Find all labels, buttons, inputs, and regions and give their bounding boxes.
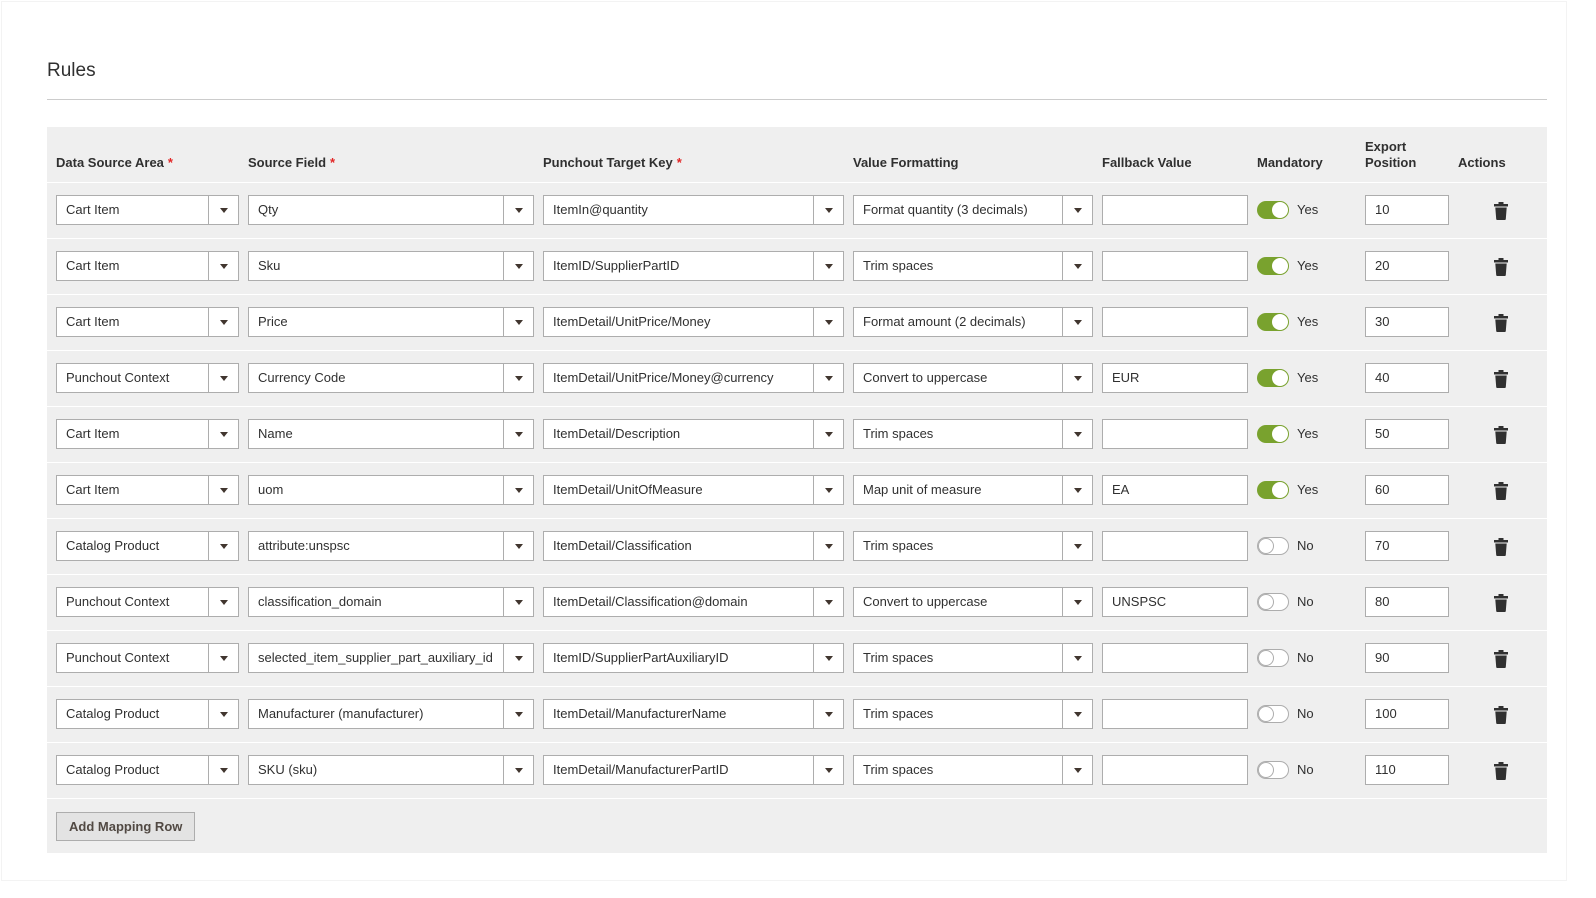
- value-formatting-value: Trim spaces: [863, 258, 934, 273]
- punchout-target-key-value: ItemDetail/Classification: [553, 538, 692, 553]
- table-row: [47, 239, 1547, 295]
- data-source-area-value: Punchout Context: [66, 650, 170, 665]
- mandatory-toggle-label: No: [1297, 706, 1314, 721]
- chevron-down-icon[interactable]: [208, 420, 238, 448]
- chevron-down-icon[interactable]: [813, 588, 843, 616]
- value-formatting-value: Trim spaces: [863, 650, 934, 665]
- chevron-down-icon[interactable]: [503, 700, 533, 728]
- rules-grid: [47, 127, 1547, 853]
- trash-icon[interactable]: [1494, 482, 1508, 500]
- data-source-area-value: Catalog Product: [66, 538, 160, 553]
- chevron-down-icon[interactable]: [813, 476, 843, 504]
- source-field-value: Sku: [258, 258, 281, 273]
- punchout-target-key-select[interactable]: [543, 475, 844, 505]
- chevron-down-icon[interactable]: [503, 476, 533, 504]
- trash-icon[interactable]: [1494, 314, 1508, 332]
- mandatory-toggle[interactable]: [1257, 257, 1289, 275]
- source-field-select[interactable]: [248, 755, 534, 785]
- header-value-formatting: Value Formatting: [853, 155, 959, 170]
- source-field-value: selected_item_supplier_part_auxiliary_id: [258, 650, 493, 665]
- chevron-down-icon[interactable]: [813, 532, 843, 560]
- data-source-area-value: Catalog Product: [66, 762, 160, 777]
- mandatory-toggle[interactable]: [1257, 537, 1289, 555]
- source-field-value: Currency Code: [258, 370, 346, 385]
- fallback-value-input[interactable]: EUR: [1102, 363, 1248, 393]
- chevron-down-icon[interactable]: [503, 196, 533, 224]
- export-position-input[interactable]: 20: [1365, 251, 1449, 281]
- mandatory-toggle-label: Yes: [1297, 426, 1319, 441]
- chevron-down-icon[interactable]: [1062, 644, 1092, 672]
- grid-header: [47, 127, 1547, 183]
- header-fallback-value: Fallback Value: [1102, 155, 1192, 170]
- fallback-value-input[interactable]: [1102, 195, 1248, 225]
- export-position-input[interactable]: 80: [1365, 587, 1449, 617]
- chevron-down-icon[interactable]: [208, 364, 238, 392]
- table-row: [47, 519, 1547, 575]
- header-export-position: Export Position: [1365, 139, 1417, 170]
- toggle-knob: [1272, 258, 1288, 274]
- chevron-down-icon[interactable]: [1062, 364, 1092, 392]
- export-position-input[interactable]: 100: [1365, 699, 1449, 729]
- punchout-target-key-value: ItemDetail/ManufacturerPartID: [553, 762, 729, 777]
- table-row: [47, 351, 1547, 407]
- data-source-area-value: Punchout Context: [66, 370, 170, 385]
- fallback-value-input[interactable]: UNSPSC: [1102, 587, 1248, 617]
- chevron-down-icon[interactable]: [503, 364, 533, 392]
- table-row: [47, 407, 1547, 463]
- chevron-down-icon[interactable]: [1062, 476, 1092, 504]
- chevron-down-icon[interactable]: [1062, 420, 1092, 448]
- value-formatting-select[interactable]: [853, 419, 1093, 449]
- export-position-input[interactable]: 30: [1365, 307, 1449, 337]
- mandatory-toggle-label: Yes: [1297, 482, 1319, 497]
- required-marker: *: [676, 155, 682, 170]
- toggle-knob: [1272, 202, 1288, 218]
- source-field-value: Price: [258, 314, 288, 329]
- trash-icon[interactable]: [1494, 258, 1508, 276]
- value-formatting-value: Format quantity (3 decimals): [863, 202, 1028, 217]
- mandatory-toggle[interactable]: [1257, 313, 1289, 331]
- table-row: [47, 463, 1547, 519]
- data-source-area-value: Cart Item: [66, 202, 120, 217]
- fallback-value-input[interactable]: [1102, 251, 1248, 281]
- source-field-select[interactable]: [248, 363, 534, 393]
- section-title: Rules: [47, 60, 96, 81]
- toggle-knob: [1258, 594, 1274, 610]
- required-marker: *: [330, 155, 336, 170]
- chevron-down-icon[interactable]: [813, 196, 843, 224]
- mandatory-toggle-label: Yes: [1297, 202, 1319, 217]
- chevron-down-icon[interactable]: [503, 644, 533, 672]
- value-formatting-select[interactable]: [853, 699, 1093, 729]
- data-source-area-value: Cart Item: [66, 314, 120, 329]
- mandatory-toggle[interactable]: [1257, 761, 1289, 779]
- value-formatting-select[interactable]: [853, 755, 1093, 785]
- data-source-area-value: Catalog Product: [66, 706, 160, 721]
- value-formatting-value: Convert to uppercase: [863, 370, 988, 385]
- data-source-area-select[interactable]: [56, 587, 239, 617]
- source-field-select[interactable]: [248, 419, 534, 449]
- trash-icon[interactable]: [1494, 706, 1508, 724]
- data-source-area-select[interactable]: [56, 419, 239, 449]
- punchout-target-key-select[interactable]: [543, 419, 844, 449]
- data-source-area-select[interactable]: [56, 531, 239, 561]
- chevron-down-icon[interactable]: [1062, 308, 1092, 336]
- chevron-down-icon[interactable]: [503, 756, 533, 784]
- chevron-down-icon[interactable]: [208, 196, 238, 224]
- chevron-down-icon[interactable]: [813, 252, 843, 280]
- value-formatting-select[interactable]: [853, 643, 1093, 673]
- data-source-area-select[interactable]: [56, 643, 239, 673]
- chevron-down-icon[interactable]: [1062, 700, 1092, 728]
- punchout-target-key-value: ItemDetail/Classification@domain: [553, 594, 748, 609]
- table-row: [47, 743, 1547, 799]
- mandatory-toggle[interactable]: [1257, 649, 1289, 667]
- toggle-knob: [1272, 370, 1288, 386]
- chevron-down-icon[interactable]: [503, 532, 533, 560]
- export-position-input[interactable]: 50: [1365, 419, 1449, 449]
- required-marker: *: [167, 155, 173, 170]
- fallback-value-input[interactable]: [1102, 643, 1248, 673]
- source-field-value: uom: [258, 482, 284, 497]
- punchout-target-key-value: ItemDetail/UnitPrice/Money@currency: [553, 370, 774, 385]
- chevron-down-icon[interactable]: [1062, 756, 1092, 784]
- mandatory-toggle[interactable]: [1257, 593, 1289, 611]
- punchout-target-key-select[interactable]: [543, 307, 844, 337]
- chevron-down-icon[interactable]: [503, 420, 533, 448]
- chevron-down-icon[interactable]: [208, 644, 238, 672]
- source-field-select[interactable]: [248, 251, 534, 281]
- chevron-down-icon[interactable]: [208, 308, 238, 336]
- source-field-select[interactable]: [248, 531, 534, 561]
- trash-icon[interactable]: [1494, 762, 1508, 780]
- punchout-target-key-select[interactable]: [543, 755, 844, 785]
- mandatory-toggle[interactable]: [1257, 481, 1289, 499]
- mandatory-toggle[interactable]: [1257, 369, 1289, 387]
- chevron-down-icon[interactable]: [503, 588, 533, 616]
- source-field-value: classification_domain: [258, 594, 382, 609]
- punchout-target-key-select[interactable]: [543, 643, 844, 673]
- data-source-area-select[interactable]: [56, 475, 239, 505]
- value-formatting-select[interactable]: [853, 363, 1093, 393]
- punchout-target-key-select[interactable]: [543, 251, 844, 281]
- source-field-select[interactable]: [248, 195, 534, 225]
- value-formatting-select[interactable]: [853, 307, 1093, 337]
- data-source-area-select[interactable]: [56, 195, 239, 225]
- toggle-knob: [1272, 482, 1288, 498]
- data-source-area-select[interactable]: [56, 755, 239, 785]
- export-position-input[interactable]: 60: [1365, 475, 1449, 505]
- mandatory-toggle-label: No: [1297, 594, 1314, 609]
- chevron-down-icon[interactable]: [503, 252, 533, 280]
- chevron-down-icon[interactable]: [813, 364, 843, 392]
- punchout-target-key-value: ItemIn@quantity: [553, 202, 648, 217]
- chevron-down-icon[interactable]: [503, 308, 533, 336]
- source-field-select[interactable]: [248, 475, 534, 505]
- source-field-select[interactable]: [248, 643, 534, 673]
- source-field-select[interactable]: [248, 307, 534, 337]
- data-source-area-value: Punchout Context: [66, 594, 170, 609]
- punchout-target-key-select[interactable]: [543, 363, 844, 393]
- toggle-knob: [1258, 706, 1274, 722]
- chevron-down-icon[interactable]: [813, 420, 843, 448]
- mandatory-toggle-label: Yes: [1297, 258, 1319, 273]
- trash-icon[interactable]: [1494, 538, 1508, 556]
- data-source-area-value: Cart Item: [66, 482, 120, 497]
- punchout-target-key-value: ItemDetail/UnitPrice/Money: [553, 314, 711, 329]
- trash-icon[interactable]: [1494, 202, 1508, 220]
- source-field-value: SKU (sku): [258, 762, 318, 777]
- header-actions: Actions: [1458, 155, 1506, 170]
- data-source-area-select[interactable]: [56, 363, 239, 393]
- fallback-value-input[interactable]: [1102, 307, 1248, 337]
- chevron-down-icon[interactable]: [1062, 532, 1092, 560]
- mandatory-toggle-label: No: [1297, 538, 1314, 553]
- chevron-down-icon[interactable]: [208, 756, 238, 784]
- data-source-area-value: Cart Item: [66, 426, 120, 441]
- table-row: [47, 295, 1547, 351]
- header-punchout-target-key: Punchout Target Key *: [543, 155, 682, 170]
- chevron-down-icon[interactable]: [208, 476, 238, 504]
- punchout-target-key-value: ItemDetail/UnitOfMeasure: [553, 482, 703, 497]
- fallback-value-input[interactable]: EA: [1102, 475, 1248, 505]
- chevron-down-icon[interactable]: [1062, 252, 1092, 280]
- source-field-value: Qty: [258, 202, 279, 217]
- value-formatting-value: Trim spaces: [863, 426, 934, 441]
- mandatory-toggle[interactable]: [1257, 201, 1289, 219]
- data-source-area-select[interactable]: [56, 251, 239, 281]
- mandatory-toggle-label: No: [1297, 762, 1314, 777]
- trash-icon[interactable]: [1494, 650, 1508, 668]
- data-source-area-select[interactable]: [56, 307, 239, 337]
- chevron-down-icon[interactable]: [813, 308, 843, 336]
- header-source-field: Source Field *: [248, 155, 336, 170]
- header-data-source-area: Data Source Area *: [56, 155, 173, 170]
- source-field-value: Manufacturer (manufacturer): [258, 706, 424, 721]
- value-formatting-value: Trim spaces: [863, 538, 934, 553]
- table-row: [47, 631, 1547, 687]
- add-mapping-row-button[interactable]: Add Mapping Row: [56, 812, 195, 841]
- chevron-down-icon[interactable]: [1062, 588, 1092, 616]
- table-row: [47, 687, 1547, 743]
- table-row: [47, 575, 1547, 631]
- chevron-down-icon[interactable]: [813, 700, 843, 728]
- fallback-value-input[interactable]: [1102, 531, 1248, 561]
- source-field-select[interactable]: [248, 587, 534, 617]
- punchout-target-key-select[interactable]: [543, 195, 844, 225]
- source-field-value: attribute:unspsc: [258, 538, 350, 553]
- header-mandatory: Mandatory: [1257, 155, 1323, 170]
- toggle-knob: [1258, 538, 1274, 554]
- export-position-input[interactable]: 70: [1365, 531, 1449, 561]
- punchout-target-key-value: ItemDetail/ManufacturerName: [553, 706, 727, 721]
- punchout-target-key-value: ItemDetail/Description: [553, 426, 681, 441]
- value-formatting-value: Map unit of measure: [863, 482, 982, 497]
- toggle-knob: [1258, 762, 1274, 778]
- chevron-down-icon[interactable]: [208, 252, 238, 280]
- punchout-target-key-value: ItemID/SupplierPartAuxiliaryID: [553, 650, 729, 665]
- toggle-knob: [1258, 650, 1274, 666]
- value-formatting-value: Convert to uppercase: [863, 594, 988, 609]
- toggle-knob: [1272, 314, 1288, 330]
- fallback-value-input[interactable]: [1102, 419, 1248, 449]
- fallback-value-input[interactable]: [1102, 755, 1248, 785]
- source-field-select[interactable]: [248, 699, 534, 729]
- chevron-down-icon[interactable]: [208, 588, 238, 616]
- toggle-knob: [1272, 426, 1288, 442]
- mandatory-toggle-label: No: [1297, 650, 1314, 665]
- punchout-target-key-select[interactable]: [543, 587, 844, 617]
- chevron-down-icon[interactable]: [813, 644, 843, 672]
- value-formatting-select[interactable]: [853, 195, 1093, 225]
- trash-icon[interactable]: [1494, 426, 1508, 444]
- value-formatting-value: Trim spaces: [863, 706, 934, 721]
- data-source-area-select[interactable]: [56, 699, 239, 729]
- fallback-value-input[interactable]: [1102, 699, 1248, 729]
- punchout-target-key-value: ItemID/SupplierPartID: [553, 258, 680, 273]
- data-source-area-value: Cart Item: [66, 258, 120, 273]
- chevron-down-icon[interactable]: [1062, 196, 1092, 224]
- source-field-value: Name: [258, 426, 293, 441]
- export-position-input[interactable]: 110: [1365, 755, 1449, 785]
- value-formatting-select[interactable]: [853, 475, 1093, 505]
- trash-icon[interactable]: [1494, 594, 1508, 612]
- value-formatting-value: Trim spaces: [863, 762, 934, 777]
- punchout-target-key-select[interactable]: [543, 531, 844, 561]
- mandatory-toggle[interactable]: [1257, 705, 1289, 723]
- table-row: [47, 183, 1547, 239]
- mandatory-toggle-label: Yes: [1297, 314, 1319, 329]
- export-position-input[interactable]: 90: [1365, 643, 1449, 673]
- section-divider: [47, 99, 1547, 100]
- punchout-target-key-select[interactable]: [543, 699, 844, 729]
- trash-icon[interactable]: [1494, 370, 1508, 388]
- chevron-down-icon[interactable]: [208, 532, 238, 560]
- export-position-input[interactable]: 10: [1365, 195, 1449, 225]
- export-position-input[interactable]: 40: [1365, 363, 1449, 393]
- value-formatting-select[interactable]: [853, 531, 1093, 561]
- mandatory-toggle[interactable]: [1257, 425, 1289, 443]
- mandatory-toggle-label: Yes: [1297, 370, 1319, 385]
- chevron-down-icon[interactable]: [208, 700, 238, 728]
- value-formatting-value: Format amount (2 decimals): [863, 314, 1026, 329]
- value-formatting-select[interactable]: [853, 587, 1093, 617]
- value-formatting-select[interactable]: [853, 251, 1093, 281]
- chevron-down-icon[interactable]: [813, 756, 843, 784]
